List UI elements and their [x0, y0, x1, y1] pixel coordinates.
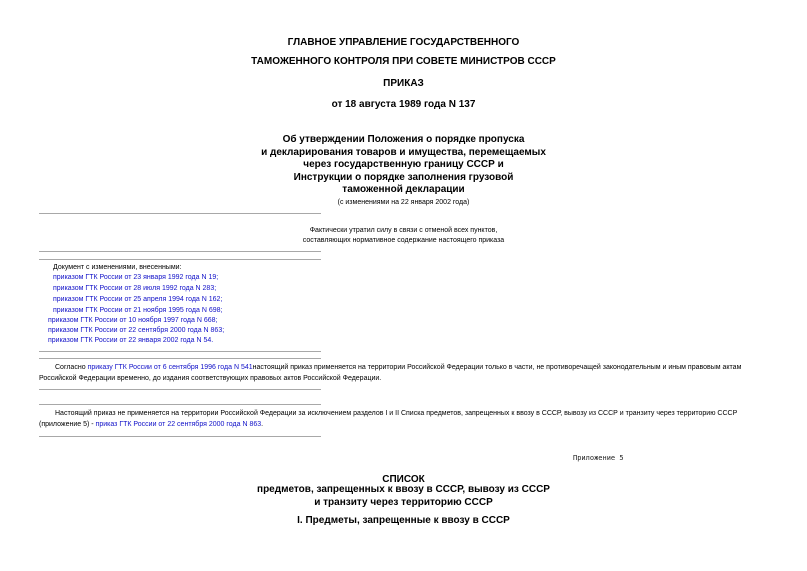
subject-line: и декларирования товаров и имущества, перемещаемых [261, 146, 546, 158]
appendix-title: СПИСОК [382, 474, 425, 485]
appendix-subtitle-line: и транзиту через территорию СССР [314, 496, 493, 508]
issuing-authority-line-1: ГЛАВНОЕ УПРАВЛЕНИЕ ГОСУДАРСТВЕННОГО [287, 37, 520, 48]
divider [39, 358, 321, 359]
non-application-note-suffix: . [261, 421, 264, 428]
status-note [0, 226, 807, 246]
subject-line: Инструкции о порядке заполнения грузовой [293, 171, 514, 183]
divider [39, 389, 321, 390]
non-application-note-line-2 [39, 420, 263, 431]
divider [39, 259, 321, 260]
issuing-authority-line-2: ТАМОЖЕННОГО КОНТРОЛЯ ПРИ СОВЕТЕ МИНИСТРОВ СССР [251, 56, 556, 67]
divider [39, 404, 321, 405]
appendix-label: Приложение 5 [573, 454, 624, 462]
divider [39, 351, 321, 352]
non-application-note-prefix: (приложение 5) - [39, 421, 96, 428]
order-541-link[interactable]: приказу ГТК России от 6 сентября 1996 года N 541 [87, 364, 253, 371]
application-note-text: настоящий приказ применяется на территории Российской Федерации только в части, не противоречащей законодательным и иным правовым актам [252, 364, 742, 371]
section-heading: I. Предметы, запрещенные к ввозу в СССР [297, 515, 510, 526]
amendment-link[interactable]: приказом ГТК России от 28 июля 1992 года N 283; [53, 285, 217, 292]
amendment-link[interactable]: приказом ГТК России от 22 сентября 2000 года N 863; [48, 327, 225, 334]
order-863-link[interactable]: приказ ГТК России от 22 сентября 2000 года N 863 [95, 421, 262, 428]
subject-line: таможенной декларации [342, 184, 465, 195]
appendix-subtitle [0, 484, 807, 509]
non-application-note-line-1: Настоящий приказ не применяется на территории Российской Федерации за исключением разделов I и II Списка предметов, запрещенных к ввозу в СССР, вывозу из СССР и транзиту через территорию СССР [55, 410, 738, 417]
amendment-link[interactable]: приказом ГТК России от 23 января 1992 года N 19; [53, 274, 219, 281]
document-type: ПРИКАЗ [383, 78, 424, 89]
subject-line: Об утверждении Положения о порядке пропуска [282, 134, 525, 145]
divider [39, 251, 321, 252]
amendment-link[interactable]: приказом ГТК России от 25 апреля 1994 года N 162; [53, 296, 223, 303]
divider [39, 436, 321, 437]
appendix-subtitle-line: предметов, запрещенных к ввозу в СССР, вывозу из СССР [257, 484, 550, 495]
amendment-link[interactable]: приказом ГТК России от 10 ноября 1997 года N 668; [48, 317, 218, 324]
divider [39, 213, 321, 214]
document-date-number: от 18 августа 1989 года N 137 [331, 99, 476, 110]
status-note-line: составляющих нормативное содержание настоящего приказа [302, 237, 505, 244]
revision-note: (с изменениями на 22 января 2002 года) [337, 199, 470, 206]
document-subject [0, 134, 807, 197]
application-note-line-1 [55, 363, 741, 374]
amendment-link[interactable]: приказом ГТК России от 21 ноября 1995 года N 698; [53, 307, 223, 314]
application-note-prefix: Согласно [55, 364, 88, 371]
subject-line: через государственную границу СССР и [303, 159, 504, 170]
amendment-link[interactable]: приказом ГТК России от 22 января 2002 года N 54. [48, 337, 214, 344]
amendments-title: Документ с изменениями, внесенными: [53, 264, 182, 271]
application-note-line-2: Российской Федерации временно, до издания соответствующих правовых актов Российской Федерации. [39, 375, 382, 382]
status-note-line: Фактически утратил силу в связи с отменой всех пунктов, [309, 227, 498, 234]
